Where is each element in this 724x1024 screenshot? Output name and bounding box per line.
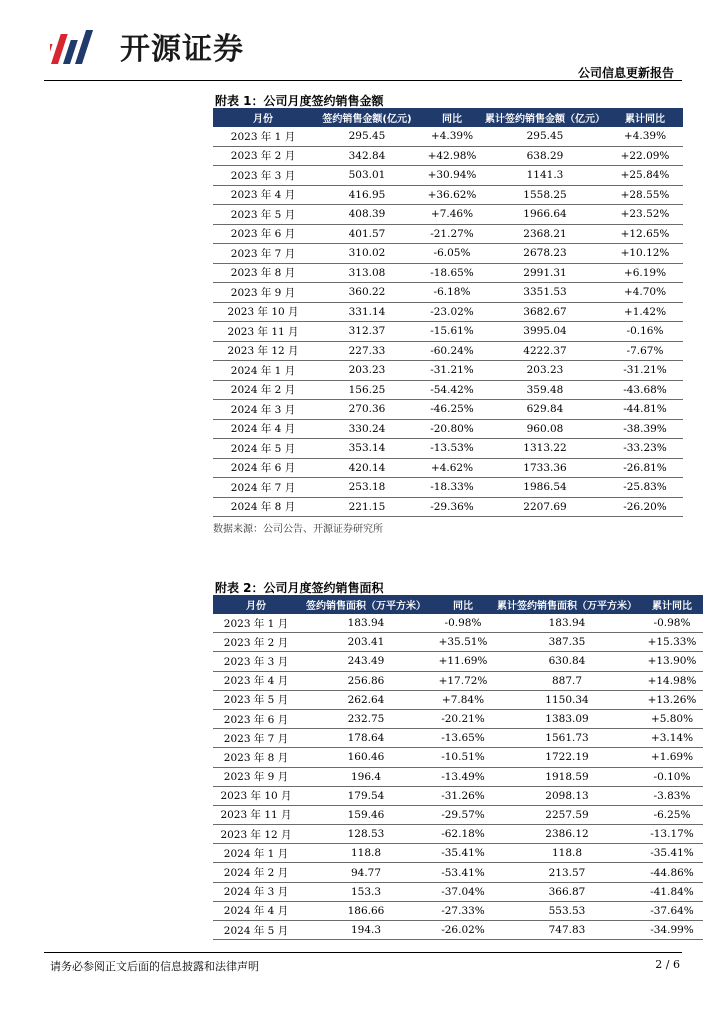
table-cell: -27.33% bbox=[433, 901, 493, 920]
table-cell: +7.84% bbox=[433, 690, 493, 709]
table-row bbox=[213, 419, 683, 439]
column-header: 同比 bbox=[421, 108, 483, 127]
table-cell: +17.72% bbox=[433, 671, 493, 690]
table-cell: 2023 年 3 月 bbox=[213, 652, 299, 671]
table-cell: -10.51% bbox=[433, 748, 493, 767]
table-cell: -18.33% bbox=[421, 478, 483, 498]
table-cell: 2386.12 bbox=[493, 825, 641, 844]
table-cell: +12.65% bbox=[607, 224, 683, 244]
table-row bbox=[213, 921, 703, 940]
table-cell: -13.49% bbox=[433, 767, 493, 786]
table-cell: +36.62% bbox=[421, 185, 483, 205]
table-cell: -0.98% bbox=[433, 614, 493, 633]
table-cell: 416.95 bbox=[313, 185, 421, 205]
table-cell: 366.87 bbox=[493, 882, 641, 901]
table-cell: 2368.21 bbox=[483, 224, 607, 244]
table-cell: 270.36 bbox=[313, 400, 421, 420]
table-cell: -60.24% bbox=[421, 341, 483, 361]
table-cell: -3.83% bbox=[641, 786, 703, 805]
table-cell: 2023 年 7 月 bbox=[213, 244, 313, 264]
table-cell: 359.48 bbox=[483, 380, 607, 400]
table-cell: 203.23 bbox=[483, 361, 607, 381]
table2-body bbox=[213, 614, 703, 940]
table2-caption: 附表 2：公司月度签约销售面积 bbox=[215, 581, 384, 595]
table-cell: 2023 年 10 月 bbox=[213, 302, 313, 322]
table-cell: -18.65% bbox=[421, 263, 483, 283]
logo-text: 开源证券 bbox=[120, 32, 244, 67]
table-cell: 2257.59 bbox=[493, 805, 641, 824]
table-cell: 887.7 bbox=[493, 671, 641, 690]
table-row bbox=[213, 633, 703, 652]
table-row bbox=[213, 901, 703, 920]
table-cell: -37.64% bbox=[641, 901, 703, 920]
table-cell: 2024 年 1 月 bbox=[213, 361, 313, 381]
table-cell: +11.69% bbox=[433, 652, 493, 671]
table-row bbox=[213, 400, 683, 420]
table-cell: -35.41% bbox=[641, 844, 703, 863]
table-cell: +22.09% bbox=[607, 146, 683, 166]
table-cell: -0.10% bbox=[641, 767, 703, 786]
table-cell: -20.21% bbox=[433, 709, 493, 728]
table-cell: 2024 年 4 月 bbox=[213, 901, 299, 920]
table-cell: 1150.34 bbox=[493, 690, 641, 709]
table-cell: -31.21% bbox=[607, 361, 683, 381]
table-cell: 2678.23 bbox=[483, 244, 607, 264]
column-header: 签约销售金额(亿元) bbox=[313, 108, 421, 127]
table-cell: +14.98% bbox=[641, 671, 703, 690]
table-row bbox=[213, 690, 703, 709]
table-cell: 295.45 bbox=[313, 127, 421, 146]
table-cell: 747.83 bbox=[493, 921, 641, 940]
table-cell: -7.67% bbox=[607, 341, 683, 361]
column-header: 签约销售面积（万平方米） bbox=[299, 595, 433, 614]
table-cell: 243.49 bbox=[299, 652, 433, 671]
table1-caption: 附表 1：公司月度签约销售金额 bbox=[215, 94, 384, 108]
table-cell: +7.46% bbox=[421, 205, 483, 225]
table-cell: -21.27% bbox=[421, 224, 483, 244]
table-cell: 1141.3 bbox=[483, 166, 607, 186]
column-header: 累计签约销售面积（万平方米） bbox=[493, 595, 641, 614]
table-cell: 2023 年 8 月 bbox=[213, 263, 313, 283]
table-cell: 94.77 bbox=[299, 863, 433, 882]
column-header: 累计同比 bbox=[641, 595, 703, 614]
table-cell: 128.53 bbox=[299, 825, 433, 844]
table2-header-row bbox=[213, 595, 703, 614]
table-cell: 2023 年 1 月 bbox=[213, 127, 313, 146]
table1-body bbox=[213, 127, 683, 517]
table-cell: +4.39% bbox=[421, 127, 483, 146]
table-cell: +28.55% bbox=[607, 185, 683, 205]
table-cell: 1558.25 bbox=[483, 185, 607, 205]
table-cell: 153.3 bbox=[299, 882, 433, 901]
table-cell: -37.04% bbox=[433, 882, 493, 901]
table-cell: +6.19% bbox=[607, 263, 683, 283]
table-cell: -46.25% bbox=[421, 400, 483, 420]
table-row bbox=[213, 767, 703, 786]
table-row bbox=[213, 458, 683, 478]
table-cell: 227.33 bbox=[313, 341, 421, 361]
table-cell: -20.80% bbox=[421, 419, 483, 439]
table-cell: 186.66 bbox=[299, 901, 433, 920]
table-cell: +13.26% bbox=[641, 690, 703, 709]
table-cell: 4222.37 bbox=[483, 341, 607, 361]
table-cell: 203.23 bbox=[313, 361, 421, 381]
table-cell: 503.01 bbox=[313, 166, 421, 186]
table-cell: 2023 年 3 月 bbox=[213, 166, 313, 186]
table-row bbox=[213, 844, 703, 863]
table-cell: 2024 年 2 月 bbox=[213, 380, 313, 400]
table-cell: 183.94 bbox=[299, 614, 433, 633]
table-cell: 196.4 bbox=[299, 767, 433, 786]
table-cell: 1313.22 bbox=[483, 439, 607, 459]
table-cell: +15.33% bbox=[641, 633, 703, 652]
data-source-note: 数据来源：公司公告、开源证券研究所 bbox=[213, 524, 383, 535]
table-cell: 118.8 bbox=[299, 844, 433, 863]
table-cell: 213.57 bbox=[493, 863, 641, 882]
report-type-label: 公司信息更新报告 bbox=[577, 66, 674, 80]
table-cell: +42.98% bbox=[421, 146, 483, 166]
table-cell: -31.26% bbox=[433, 786, 493, 805]
table-cell: 2023 年 11 月 bbox=[213, 322, 313, 342]
table-cell: 330.24 bbox=[313, 419, 421, 439]
table-row bbox=[213, 244, 683, 264]
table-row bbox=[213, 380, 683, 400]
table-row bbox=[213, 614, 703, 633]
table-cell: +30.94% bbox=[421, 166, 483, 186]
table-cell: 2023 年 10 月 bbox=[213, 786, 299, 805]
table-cell: -26.81% bbox=[607, 458, 683, 478]
table-cell: +35.51% bbox=[433, 633, 493, 652]
table-cell: 2023 年 6 月 bbox=[213, 709, 299, 728]
table-cell: -29.57% bbox=[433, 805, 493, 824]
table-cell: -6.18% bbox=[421, 283, 483, 303]
table-cell: 331.14 bbox=[313, 302, 421, 322]
table-cell: -62.18% bbox=[433, 825, 493, 844]
table-cell: 262.64 bbox=[299, 690, 433, 709]
table-row bbox=[213, 652, 703, 671]
table-cell: 118.8 bbox=[493, 844, 641, 863]
table-row bbox=[213, 825, 703, 844]
table-cell: 2024 年 4 月 bbox=[213, 419, 313, 439]
table-cell: 313.08 bbox=[313, 263, 421, 283]
table-cell: -35.41% bbox=[433, 844, 493, 863]
column-header: 月份 bbox=[213, 595, 299, 614]
table-cell: +4.62% bbox=[421, 458, 483, 478]
table-cell: -13.65% bbox=[433, 729, 493, 748]
table-cell: 1383.09 bbox=[493, 709, 641, 728]
table-row bbox=[213, 497, 683, 517]
table-cell: -41.84% bbox=[641, 882, 703, 901]
table-cell: 312.37 bbox=[313, 322, 421, 342]
table-cell: 2023 年 1 月 bbox=[213, 614, 299, 633]
table-cell: 2023 年 9 月 bbox=[213, 767, 299, 786]
table-cell: 1986.54 bbox=[483, 478, 607, 498]
table-cell: +25.84% bbox=[607, 166, 683, 186]
table-cell: 2207.69 bbox=[483, 497, 607, 517]
footer-divider bbox=[44, 952, 682, 953]
table-cell: 256.86 bbox=[299, 671, 433, 690]
table-cell: 203.41 bbox=[299, 633, 433, 652]
table-row bbox=[213, 361, 683, 381]
table-cell: 310.02 bbox=[313, 244, 421, 264]
table-cell: 178.64 bbox=[299, 729, 433, 748]
page-number: 2 / 6 bbox=[655, 958, 680, 971]
table-cell: 1722.19 bbox=[493, 748, 641, 767]
table-cell: -44.86% bbox=[641, 863, 703, 882]
table-cell: 160.46 bbox=[299, 748, 433, 767]
table-cell: 2023 年 2 月 bbox=[213, 633, 299, 652]
column-header: 月份 bbox=[213, 108, 313, 127]
table-cell: +10.12% bbox=[607, 244, 683, 264]
table-cell: -26.20% bbox=[607, 497, 683, 517]
company-logo bbox=[50, 20, 290, 72]
table-cell: 629.84 bbox=[483, 400, 607, 420]
table-monthly-sales-area bbox=[213, 595, 703, 940]
table-cell: 221.15 bbox=[313, 497, 421, 517]
table-cell: 630.84 bbox=[493, 652, 641, 671]
table-cell: +5.80% bbox=[641, 709, 703, 728]
table-row bbox=[213, 127, 683, 146]
table-row bbox=[213, 302, 683, 322]
table-cell: 2023 年 11 月 bbox=[213, 805, 299, 824]
footer-disclaimer: 请务必参阅正文后面的信息披露和法律声明 bbox=[50, 960, 259, 973]
table-row bbox=[213, 263, 683, 283]
table-cell: 3995.04 bbox=[483, 322, 607, 342]
table-row bbox=[213, 671, 703, 690]
table-row bbox=[213, 341, 683, 361]
table-cell: -34.99% bbox=[641, 921, 703, 940]
table-row bbox=[213, 322, 683, 342]
table-cell: -53.41% bbox=[433, 863, 493, 882]
table-cell: 401.57 bbox=[313, 224, 421, 244]
table-row bbox=[213, 185, 683, 205]
table-cell: 253.18 bbox=[313, 478, 421, 498]
table-cell: 2023 年 7 月 bbox=[213, 729, 299, 748]
table-cell: 2024 年 6 月 bbox=[213, 458, 313, 478]
table-cell: 1733.36 bbox=[483, 458, 607, 478]
table-cell: 3351.53 bbox=[483, 283, 607, 303]
column-header: 累计签约销售金额（亿元） bbox=[483, 108, 607, 127]
table-cell: 420.14 bbox=[313, 458, 421, 478]
table-row bbox=[213, 478, 683, 498]
table-cell: 960.08 bbox=[483, 419, 607, 439]
table-cell: 2023 年 12 月 bbox=[213, 825, 299, 844]
table-cell: +4.70% bbox=[607, 283, 683, 303]
table-cell: 2023 年 5 月 bbox=[213, 690, 299, 709]
table-cell: 2024 年 7 月 bbox=[213, 478, 313, 498]
table-cell: -26.02% bbox=[433, 921, 493, 940]
table-row bbox=[213, 786, 703, 805]
table-cell: 1918.59 bbox=[493, 767, 641, 786]
table-cell: 2023 年 6 月 bbox=[213, 224, 313, 244]
table-cell: 553.53 bbox=[493, 901, 641, 920]
table-cell: +13.90% bbox=[641, 652, 703, 671]
table-row bbox=[213, 805, 703, 824]
table-row bbox=[213, 224, 683, 244]
table-cell: -31.21% bbox=[421, 361, 483, 381]
table-cell: 2024 年 2 月 bbox=[213, 863, 299, 882]
table-cell: 408.39 bbox=[313, 205, 421, 225]
table-cell: +1.69% bbox=[641, 748, 703, 767]
table-cell: 1561.73 bbox=[493, 729, 641, 748]
column-header: 同比 bbox=[433, 595, 493, 614]
table-monthly-sales-amount bbox=[213, 108, 683, 517]
table-cell: 3682.67 bbox=[483, 302, 607, 322]
table-cell: 2024 年 1 月 bbox=[213, 844, 299, 863]
table-cell: 360.22 bbox=[313, 283, 421, 303]
table-cell: 295.45 bbox=[483, 127, 607, 146]
table-row bbox=[213, 439, 683, 459]
table-cell: 2023 年 2 月 bbox=[213, 146, 313, 166]
table-cell: 194.3 bbox=[299, 921, 433, 940]
table-cell: +3.14% bbox=[641, 729, 703, 748]
table-cell: 2024 年 3 月 bbox=[213, 882, 299, 901]
table-cell: 179.54 bbox=[299, 786, 433, 805]
table-cell: -38.39% bbox=[607, 419, 683, 439]
table-cell: 2991.31 bbox=[483, 263, 607, 283]
table-cell: 342.84 bbox=[313, 146, 421, 166]
table-cell: +4.39% bbox=[607, 127, 683, 146]
table-cell: 2024 年 3 月 bbox=[213, 400, 313, 420]
table-row bbox=[213, 146, 683, 166]
table-cell: 159.46 bbox=[299, 805, 433, 824]
table-cell: -23.02% bbox=[421, 302, 483, 322]
logo-mark-icon bbox=[50, 24, 112, 68]
table-cell: -13.17% bbox=[641, 825, 703, 844]
table-cell: 387.35 bbox=[493, 633, 641, 652]
table-cell: -13.53% bbox=[421, 439, 483, 459]
table-row bbox=[213, 729, 703, 748]
table-cell: 2098.13 bbox=[493, 786, 641, 805]
table-cell: -33.23% bbox=[607, 439, 683, 459]
table-cell: -15.61% bbox=[421, 322, 483, 342]
table-cell: 638.29 bbox=[483, 146, 607, 166]
table-cell: -54.42% bbox=[421, 380, 483, 400]
table-row bbox=[213, 882, 703, 901]
table-cell: -0.16% bbox=[607, 322, 683, 342]
table-cell: 2024 年 5 月 bbox=[213, 921, 299, 940]
table-cell: -0.98% bbox=[641, 614, 703, 633]
column-header: 累计同比 bbox=[607, 108, 683, 127]
table-cell: -6.25% bbox=[641, 805, 703, 824]
table-cell: -25.83% bbox=[607, 478, 683, 498]
table-cell: -6.05% bbox=[421, 244, 483, 264]
table-row bbox=[213, 863, 703, 882]
table-cell: -43.68% bbox=[607, 380, 683, 400]
table-cell: 1966.64 bbox=[483, 205, 607, 225]
table-cell: 2023 年 4 月 bbox=[213, 671, 299, 690]
table-cell: +1.42% bbox=[607, 302, 683, 322]
table1-header-row bbox=[213, 108, 683, 127]
table-row bbox=[213, 709, 703, 728]
table-cell: -44.81% bbox=[607, 400, 683, 420]
table-cell: 353.14 bbox=[313, 439, 421, 459]
table-cell: +23.52% bbox=[607, 205, 683, 225]
table-cell: 183.94 bbox=[493, 614, 641, 633]
table-row bbox=[213, 283, 683, 303]
table-row bbox=[213, 205, 683, 225]
table-row bbox=[213, 166, 683, 186]
table-cell: 2023 年 5 月 bbox=[213, 205, 313, 225]
table-cell: 232.75 bbox=[299, 709, 433, 728]
table-cell: 2023 年 9 月 bbox=[213, 283, 313, 303]
table-cell: 2024 年 8 月 bbox=[213, 497, 313, 517]
header-divider bbox=[44, 80, 682, 81]
table-row bbox=[213, 748, 703, 767]
table-cell: -29.36% bbox=[421, 497, 483, 517]
table-cell: 2024 年 5 月 bbox=[213, 439, 313, 459]
table-cell: 2023 年 4 月 bbox=[213, 185, 313, 205]
table-cell: 2023 年 12 月 bbox=[213, 341, 313, 361]
table-cell: 2023 年 8 月 bbox=[213, 748, 299, 767]
table-cell: 156.25 bbox=[313, 380, 421, 400]
